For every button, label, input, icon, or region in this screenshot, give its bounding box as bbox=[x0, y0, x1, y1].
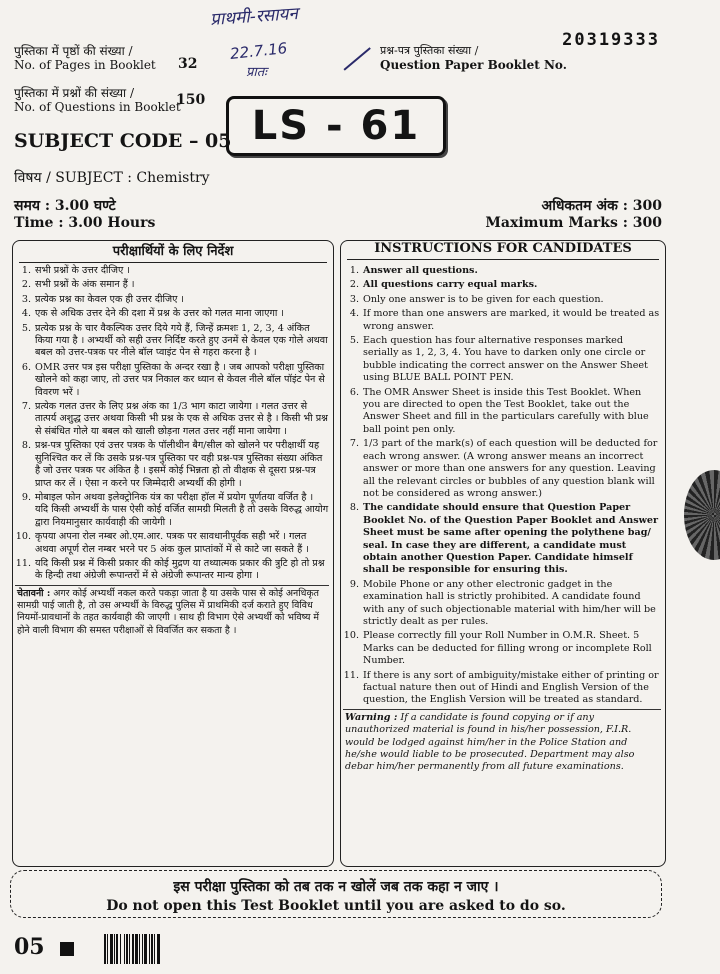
english-warning-label: Warning : bbox=[345, 711, 398, 723]
barcode-bar bbox=[114, 934, 115, 964]
question-paper-booklet-label bbox=[380, 44, 567, 72]
instruction-item bbox=[15, 440, 329, 490]
english-warning bbox=[343, 709, 661, 776]
notice-hindi: इस परीक्षा पुस्तिका को तब तक न खोलें जब तक कहा न जाए । bbox=[173, 879, 499, 895]
barcode-bar bbox=[139, 934, 140, 964]
barcode-bar bbox=[124, 934, 125, 964]
instruction-number: 9. bbox=[21, 491, 31, 503]
qp-label-hindi: प्रश्न-पत्र पुस्तिका संख्या / bbox=[380, 44, 479, 57]
instruction-text: OMR उत्तर पत्र इस परीक्षा पुस्तिका के अन्दर रखा है । जब आपको परीक्षा पुस्तिका खोलने को कहा जाए, तो उत्तर पत्र निकाल कर ध्यान से केवल नीले बॉल पॉइंट पेन से विवरण भरें । bbox=[35, 361, 325, 398]
questions-label-english: No. of Questions in Booklet bbox=[14, 100, 181, 114]
questions-label-hindi: पुस्तिका में प्रश्नों की संख्या / bbox=[14, 86, 134, 100]
barcode-bar bbox=[120, 934, 121, 964]
questions-label bbox=[14, 86, 181, 114]
marks-block bbox=[485, 198, 662, 232]
instruction-number: 10. bbox=[15, 531, 31, 543]
instruction-item bbox=[343, 294, 661, 306]
hindi-instructions-panel bbox=[12, 240, 334, 867]
seal-stamp bbox=[684, 470, 720, 560]
instruction-text: एक से अधिक उत्तर देने की दशा में प्रश्न के उत्तर को गलत माना जाएगा । bbox=[35, 308, 285, 320]
pages-value: 32 bbox=[178, 56, 198, 72]
hindi-warning-text: अगर कोई अभ्यर्थी नकल करते पकड़ा जाता है या उसके पास से कोई अनधिकृत सामग्री पाई जाती है, तो उस अभ्यर्थी के विरुद्ध पुलिस में प्राथमिकी दर्ज कराते हुए विविध नियमों-प्रावधानों के तहत कार्यवाही की जाएगी । साथ ही विभाग ऐसे अभ्यर्थी को भविष्य में होने वाली विभाग की समस्त परीक्षाओं से विवर्जित कर सकता है । bbox=[17, 587, 319, 636]
hindi-instructions-list bbox=[15, 265, 329, 862]
instruction-text: प्रत्येक गलत उत्तर के लिए प्रश्न अंक का 1/3 भाग काटा जायेगा । गलत उत्तर से तात्पर्य अशुद्ध उत्तर अथवा किसी भी प्रश्न के एक से अधिक उत्तर से है । किसी भी प्रश्न से संबंधित गोले या बबल को खाली छोड़ना गलत उत्तर नहीं माना जायेगा । bbox=[35, 401, 328, 437]
instruction-item bbox=[15, 531, 329, 556]
instruction-item bbox=[343, 387, 661, 437]
paper-code-box bbox=[226, 96, 446, 156]
instruction-number: 1. bbox=[349, 265, 359, 276]
instruction-text: Answer all questions. bbox=[363, 265, 478, 276]
instruction-number: 11. bbox=[343, 669, 359, 681]
instruction-item bbox=[343, 670, 661, 707]
subject-code: SUBJECT CODE – 05 bbox=[14, 130, 232, 152]
instruction-text: If more than one answers are marked, it would be treated as wrong answer. bbox=[363, 308, 660, 332]
english-instructions-heading: INSTRUCTIONS FOR CANDIDATES bbox=[347, 239, 659, 260]
instruction-number: 7. bbox=[349, 438, 359, 450]
footer-subject-code: 05 bbox=[14, 934, 45, 960]
barcode-bar bbox=[157, 934, 160, 964]
instruction-number: 6. bbox=[21, 361, 31, 373]
qp-label-english: Question Paper Booklet No. bbox=[380, 58, 567, 72]
instruction-item bbox=[15, 308, 329, 320]
instruction-number: 4. bbox=[21, 308, 31, 320]
instruction-text: सभी प्रश्नों के उत्तर दीजिए । bbox=[35, 265, 130, 276]
instruction-number: 2. bbox=[21, 279, 31, 291]
instruction-text: प्रश्न-पत्र पुस्तिका एवं उत्तर पत्रक के पॉलीथीन बैग/सील को खोलने पर परीक्षार्थी यह सुनिश्चित कर लें कि उसके प्रश्न-पत्र पुस्तिका पर वही प्रश्न-पत्र पुस्तिका संख्या अंकित है जो उत्तर पत्रक पर अंकित है । इसमें कोई भिन्नता हो तो वीक्षक से दूसरा प्रश्न-पत्र प्राप्त कर लें । ऐसा न करने पर जिम्मेदारी अभ्यर्थी की होगी । bbox=[35, 440, 323, 489]
english-warning-text: If a candidate is found copying or if any unauthorized material is found in his/her possession, F.I.R. would be lodged against him/her in the Police Station and he/she would liable to be prosecuted. Department may also debar him/her permanently from all future examinations. bbox=[345, 711, 635, 773]
barcode-bar bbox=[110, 934, 113, 964]
barcode-bar bbox=[104, 934, 106, 964]
do-not-open-notice bbox=[10, 870, 662, 918]
instruction-text: मोबाइल फोन अथवा इलेक्ट्रोनिक यंत्र का परीक्षा हॉल में प्रयोग पूर्णतया वर्जित है । यदि किसी अभ्यर्थी के पास ऐसी कोई वर्जित सामग्री मिलती है तो उसके विरुद्ध आयोग द्वारा नियमानुसार कार्यवाही की जायेगी । bbox=[35, 491, 329, 528]
barcode-bar bbox=[129, 934, 130, 964]
time-hindi: समय : 3.00 घण्टे bbox=[14, 198, 116, 214]
instruction-number: 3. bbox=[21, 293, 31, 305]
instruction-item bbox=[343, 502, 661, 576]
instruction-text: If there is any sort of ambiguity/mistake either of printing or factual nature then out of Hindi and English Version of the question, the English Version will be treated as standard. bbox=[363, 669, 659, 706]
instruction-item bbox=[15, 279, 329, 291]
instruction-number: 1. bbox=[21, 265, 31, 276]
paper-code: LS - 61 bbox=[251, 103, 421, 149]
instruction-number: 9. bbox=[349, 578, 359, 590]
barcode-bar bbox=[154, 934, 155, 964]
questions-value: 150 bbox=[176, 92, 206, 108]
instruction-number: 8. bbox=[349, 502, 359, 514]
handwritten-note-top: प्राथमी-रसायन bbox=[209, 3, 299, 31]
instruction-text: The candidate should ensure that Question Paper Booklet No. of the Question Paper Booklet and Answer Sheet must be same after opening the polythene bag/ seal. In case they are different, a candidate must obtain another Question Paper. Candidate himself shall be responsible for ensuring this. bbox=[363, 502, 659, 576]
instruction-number: 11. bbox=[15, 557, 31, 569]
time-block bbox=[14, 198, 155, 232]
instruction-item bbox=[15, 265, 329, 277]
instruction-number: 5. bbox=[21, 322, 31, 334]
booklet-number: 20319333 bbox=[562, 30, 660, 50]
instruction-item bbox=[15, 558, 329, 583]
subject: विषय / SUBJECT : Chemistry bbox=[14, 170, 210, 186]
instruction-text: Please correctly fill your Roll Number in O.M.R. Sheet. 5 Marks can be deducted for filling wrong or incomplete Roll Number. bbox=[363, 630, 652, 667]
instruction-number: 3. bbox=[349, 293, 359, 305]
instruction-item bbox=[343, 630, 661, 667]
instruction-item bbox=[343, 265, 661, 277]
instruction-text: सभी प्रश्नों के अंक समान हैं । bbox=[35, 279, 135, 291]
barcode-bar bbox=[144, 934, 147, 964]
time-english: Time : 3.00 Hours bbox=[14, 215, 156, 231]
instruction-item bbox=[15, 362, 329, 399]
instruction-text: प्रत्येक प्रश्न का केवल एक ही उत्तर दीजिए । bbox=[35, 293, 185, 305]
barcode-bar bbox=[132, 934, 134, 964]
barcode bbox=[104, 934, 200, 964]
instruction-number: 4. bbox=[349, 308, 359, 320]
instruction-item bbox=[343, 438, 661, 500]
barcode-bar bbox=[142, 934, 143, 964]
instruction-number: 10. bbox=[343, 630, 359, 642]
instruction-item bbox=[15, 323, 329, 360]
footer-square-mark bbox=[60, 942, 74, 956]
barcode-bar bbox=[151, 934, 153, 964]
instruction-item bbox=[343, 335, 661, 385]
instruction-number: 7. bbox=[21, 401, 31, 413]
instruction-number: 8. bbox=[21, 440, 31, 452]
barcode-bar bbox=[126, 934, 128, 964]
english-instructions-panel bbox=[340, 240, 666, 867]
instruction-item bbox=[343, 279, 661, 291]
instruction-item bbox=[15, 401, 329, 438]
instruction-item bbox=[15, 492, 329, 529]
handwritten-date: 22.7.16 bbox=[229, 39, 289, 63]
instruction-text: The OMR Answer Sheet is inside this Test Booklet. When you are directed to open the Test Booklet, take out the Answer Sheet and fill in the particulars carefully with blue ball point pen only. bbox=[363, 386, 649, 435]
english-instructions-list bbox=[343, 265, 661, 862]
marks-english: Maximum Marks : 300 bbox=[485, 215, 662, 231]
pages-label-english: No. of Pages in Booklet bbox=[14, 58, 156, 72]
hindi-warning-label: चेतावनी : bbox=[17, 587, 51, 599]
marks-hindi: अधिकतम अंक : 300 bbox=[541, 198, 662, 214]
handwritten-shift: प्रातः bbox=[246, 65, 267, 80]
handwritten-stroke bbox=[343, 47, 370, 70]
hindi-warning bbox=[15, 585, 329, 639]
pages-label-hindi: पुस्तिका में पृष्ठों की संख्या / bbox=[14, 44, 133, 58]
instruction-text: प्रत्येक प्रश्न के चार वैकल्पिक उत्तर दिये गये हैं, जिन्हें क्रमशः 1, 2, 3, 4 अंकित किया गया है । अभ्यर्थी को सही उत्तर निर्दिष्ट करते हुए उनमें से केवल एक गोले अथवा बबल को उत्तर-पत्रक पर नीले बॉल प्वाइंट पेन से गहरा करना है । bbox=[35, 322, 328, 359]
barcode-bar bbox=[135, 934, 138, 964]
instruction-text: Each question has four alternative responses marked serially as 1, 2, 3, 4. You have to darken only one circle or bubble indicating the correct answer on the Answer Sheet using BLUE BALL POINT PEN. bbox=[363, 335, 648, 384]
instruction-text: कृपया अपना रोल नम्बर ओ.एम.आर. पत्रक पर सावधानीपूर्वक सही भरें । गलत अथवा अपूर्ण रोल नम्बर भरने पर 5 अंक कुल प्राप्तांकों में से काटे जा सकते हैं । bbox=[35, 531, 309, 555]
instruction-item bbox=[15, 294, 329, 306]
instruction-item bbox=[343, 308, 661, 333]
hindi-instructions-heading: परीक्षार्थियों के लिए निर्देश bbox=[19, 239, 327, 263]
barcode-bar bbox=[107, 934, 108, 964]
instruction-text: All questions carry equal marks. bbox=[363, 279, 538, 291]
notice-english: Do not open this Test Booklet until you are asked to do so. bbox=[106, 898, 566, 914]
barcode-bar bbox=[149, 934, 150, 964]
instruction-number: 2. bbox=[349, 279, 359, 291]
instruction-number: 5. bbox=[349, 335, 359, 347]
instruction-text: यदि किसी प्रश्न में किसी प्रकार की कोई मुद्रण या तथ्यात्मक प्रकार की त्रुटि हो तो प्रश्न के हिन्दी तथा अंग्रेजी रूपान्तरों में से अंग्रेजी रूपान्तर मान्य होगा । bbox=[35, 557, 325, 582]
pages-label bbox=[14, 44, 156, 72]
instruction-text: 1/3 part of the mark(s) of each question will be deducted for each wrong answer. (A wrong answer means an incorrect answer or more than one answers for any question. Leaving all the relevant circles or bubbles of any question blank will not be considered as wrong answer.) bbox=[363, 438, 658, 499]
barcode-bar bbox=[116, 934, 118, 964]
instruction-item bbox=[343, 579, 661, 629]
instruction-text: Mobile Phone or any other electronic gadget in the examination hall is strictly prohibited. A candidate found with any of such objectionable material with him/her will be strictly dealt as per rules. bbox=[363, 578, 656, 627]
instruction-number: 6. bbox=[349, 386, 359, 398]
instruction-text: Only one answer is to be given for each question. bbox=[363, 293, 604, 305]
